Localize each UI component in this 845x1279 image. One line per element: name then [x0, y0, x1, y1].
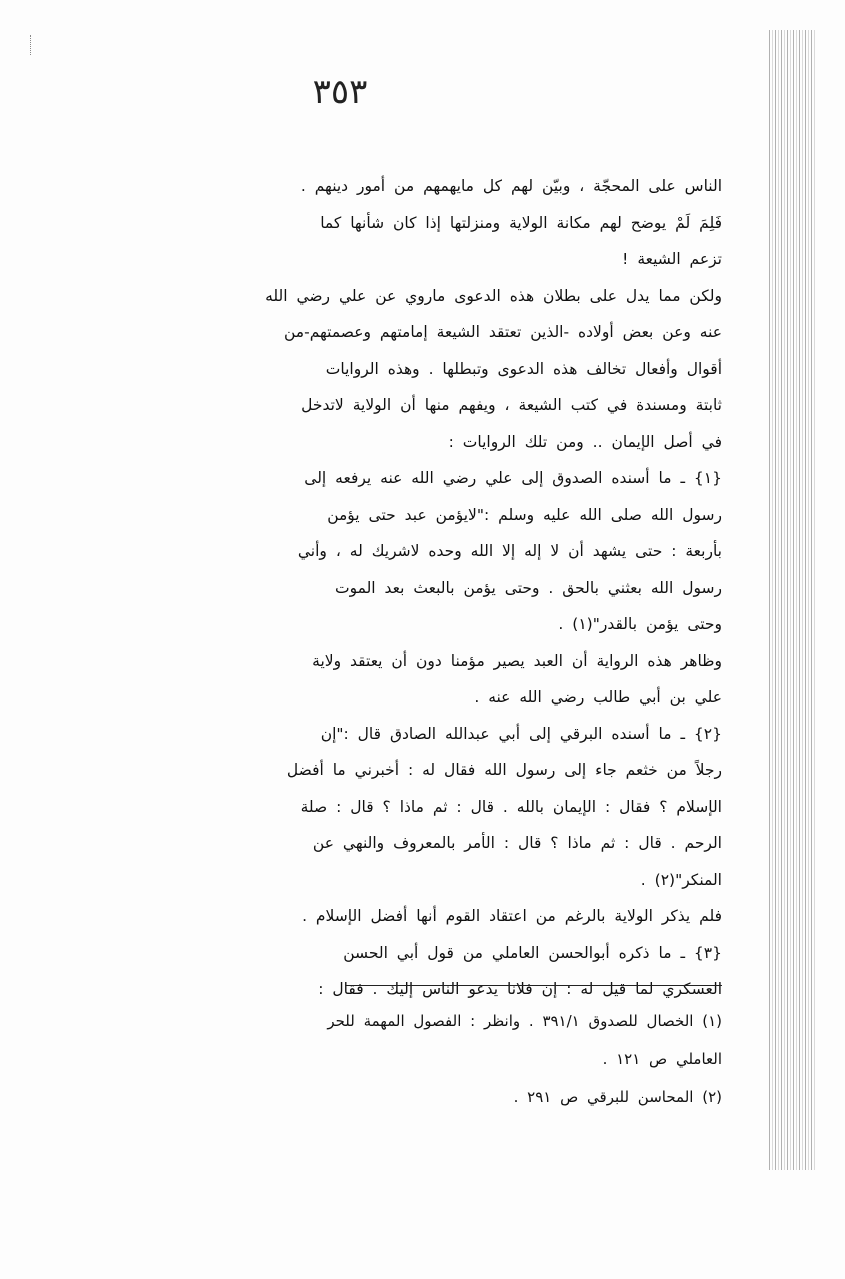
body-line: فَلِمَ لَمْ يوضح لهم مكانة الولاية ومنزلتها إذا كان شأنها كما [320, 213, 722, 232]
body-line: {٣} ـ ما ذكره أبوالحسن العاملي من قول أبي الحسن [343, 943, 722, 962]
body-line: تزعم الشيعة ! [622, 250, 722, 268]
footnote-divider [345, 985, 722, 986]
body-line: في أصل الإيمان .. ومن تلك الروايات : [448, 432, 722, 451]
footnote-line: العاملي ص ١٢١ . [602, 1050, 722, 1068]
body-line: بأربعة : حتى يشهد أن لا إله إلا الله وحده لاشريك له ، وأني [297, 542, 722, 560]
body-line: المنكر"(٢) . [640, 870, 722, 889]
body-line: رسول الله بعثني بالحق . وحتى يؤمن بالبعث بعد الموت [335, 578, 722, 597]
body-line: الإسلام ؟ فقال : الإيمان بالله . قال : ثم ماذا ؟ قال : صلة [300, 797, 722, 816]
body-line: وحتى يؤمن بالقدر"(١) . [558, 615, 722, 633]
body-line: ولكن مما يدل على بطلان هذه الدعوى ماروي عن علي رضي الله [265, 286, 722, 305]
body-line: العسكري لما قيل له : إن فلانا يدعو الناس إليك . فقال : [318, 980, 722, 998]
footnote-line: (١) الخصال للصدوق ٣٩١/١ . وانظر : الفصول المهمة للحر [327, 1012, 722, 1030]
footnotes [102, 1002, 722, 1116]
footnote-line: (٢) المحاسن للبرقي ص ٢٩١ . [513, 1088, 722, 1106]
body-line: {٢} ـ ما أسنده البرقي إلى أبي عبدالله الصادق قال :"إن [320, 724, 722, 743]
body-line: رسول الله صلى الله عليه وسلم :"لايؤمن عبد حتى يؤمن [327, 505, 722, 524]
body-line: ثابتة ومسندة في كتب الشيعة ، ويفهم منها أن الولاية لاتدخل [301, 396, 722, 414]
page-number: ٣٥٣ [312, 72, 368, 112]
body-line: أقوال وأفعال تخالف هذه الدعوى وتبطلها . وهذه الروايات [325, 359, 722, 378]
scan-margin-mark [30, 35, 33, 55]
body-line: الرحم . قال : ثم ماذا ؟ قال : الأمر بالمعروف والنهي عن [312, 834, 722, 852]
body-line: فلم يذكر الولاية بالرغم من اعتقاد القوم أنها أفضل الإسلام . [302, 907, 722, 925]
body-text [102, 168, 722, 1008]
body-line: الناس على المحجّة ، وبيّن لهم كل مايهمهم من أمور دينهم . [300, 177, 722, 195]
scan-binding-edge [769, 30, 815, 1170]
body-line: عنه وعن بعض أولاده -الذين تعتقد الشيعة إمامتهم وعصمتهم-من [284, 323, 722, 341]
body-line: رجلاً من خثعم جاء إلى رسول الله فقال له : أخبرني ما أفضل [286, 761, 722, 779]
body-line: علي بن أبي طالب رضي الله عنه . [474, 688, 722, 706]
body-line: {١} ـ ما أسنده الصدوق إلى علي رضي الله عنه يرفعه إلى [304, 469, 722, 487]
body-line: وظاهر هذه الرواية أن العبد يصير مؤمنا دون أن يعتقد ولاية [312, 651, 722, 670]
